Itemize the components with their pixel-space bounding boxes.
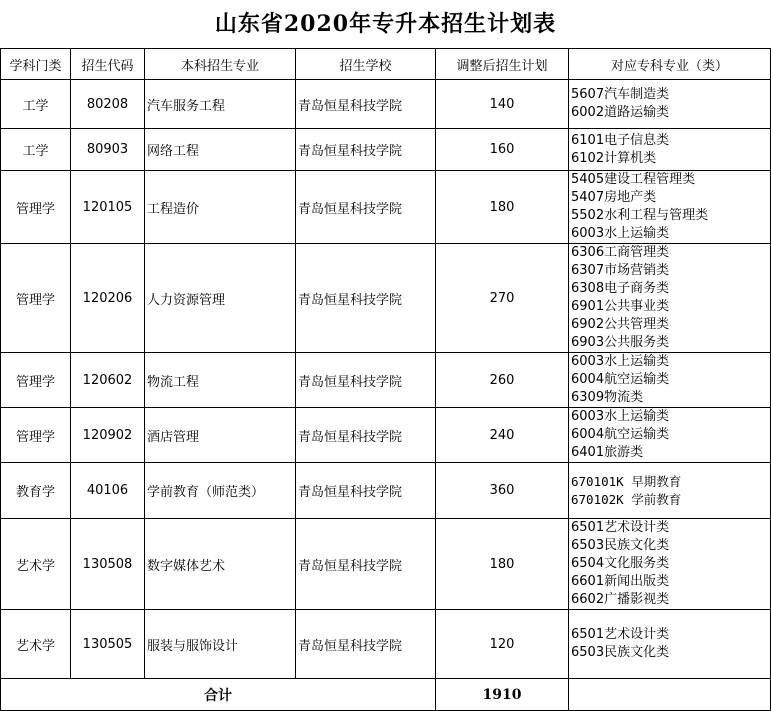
- school-cell: 青岛恒星科技学院: [296, 244, 436, 353]
- table-row: [1, 171, 771, 244]
- specialty-item: 5405建设工程管理类: [571, 172, 696, 187]
- school-cell: 青岛恒星科技学院: [296, 129, 436, 171]
- total-empty-cell: [569, 679, 771, 711]
- specialty-item: 6309物流类: [571, 390, 644, 405]
- header-plan: 调整后招生计划: [436, 49, 569, 80]
- code-cell: 120602: [71, 353, 145, 408]
- code-cell: 120206: [71, 244, 145, 353]
- specialty-item: 6902公共管理类: [571, 317, 670, 332]
- specialty-item: 5607汽车制造类: [571, 87, 670, 102]
- major-cell: 学前教育（师范类）: [145, 463, 296, 519]
- major-cell: 数字媒体艺术: [145, 519, 296, 610]
- plan-cell: 160: [436, 129, 569, 171]
- discipline-cell: 管理学: [1, 353, 71, 408]
- specialty-item: 6004航空运输类: [571, 427, 670, 442]
- specialty-item: 6003水上运输类: [571, 354, 670, 369]
- code-cell: 130505: [71, 610, 145, 679]
- specialty-item: 6004航空运输类: [571, 372, 670, 387]
- specialty-item: 6308电子商务类: [571, 281, 670, 296]
- header-code: 招生代码: [71, 49, 145, 80]
- specialty-item: 670102K 学前教育: [571, 491, 682, 507]
- specialty-item: 6401旅游类: [571, 445, 644, 460]
- school-cell: 青岛恒星科技学院: [296, 408, 436, 463]
- specialty-item: 6101电子信息类: [571, 132, 670, 148]
- table-header-row: [1, 49, 771, 80]
- discipline-cell: 工学: [1, 80, 71, 129]
- plan-cell: 180: [436, 519, 569, 610]
- specialty-item: 6102计算机类: [571, 150, 657, 166]
- discipline-cell: 教育学: [1, 463, 71, 519]
- specialty-item: 670101K 早期教育: [571, 473, 682, 489]
- specialty-item: 6003水上运输类: [571, 409, 670, 424]
- specialty-item: 6503民族文化类: [571, 538, 670, 553]
- specialty-cell: [569, 244, 771, 353]
- table-row: [1, 408, 771, 463]
- specialty-item: 6601新闻出版类: [571, 574, 670, 589]
- plan-cell: 120: [436, 610, 569, 679]
- specialty-cell: [569, 353, 771, 408]
- specialty-cell: [569, 171, 771, 244]
- specialty-item: 6503民族文化类: [571, 645, 670, 660]
- specialty-cell: [569, 80, 771, 129]
- discipline-cell: 艺术学: [1, 610, 71, 679]
- school-cell: 青岛恒星科技学院: [296, 463, 436, 519]
- major-cell: 工程造价: [145, 171, 296, 244]
- plan-cell: 260: [436, 353, 569, 408]
- school-cell: 青岛恒星科技学院: [296, 353, 436, 408]
- specialty-item: 6504文化服务类: [571, 556, 670, 571]
- specialty-item: 6501艺术设计类: [571, 627, 670, 642]
- specialty-item: 6501艺术设计类: [571, 520, 670, 535]
- specialty-cell: [569, 463, 771, 519]
- code-cell: 80208: [71, 80, 145, 129]
- plan-cell: 270: [436, 244, 569, 353]
- discipline-cell: 管理学: [1, 171, 71, 244]
- specialty-item: 6002道路运输类: [571, 105, 670, 120]
- total-label: 合计: [1, 679, 436, 711]
- header-school: 招生学校: [296, 49, 436, 80]
- specialty-cell: [569, 408, 771, 463]
- school-cell: 青岛恒星科技学院: [296, 519, 436, 610]
- school-cell: 青岛恒星科技学院: [296, 80, 436, 129]
- specialty-cell: [569, 129, 771, 171]
- plan-cell: 180: [436, 171, 569, 244]
- specialty-item: 6003水上运输类: [571, 226, 670, 241]
- table-row: [1, 610, 771, 679]
- total-value: 1910: [436, 679, 569, 711]
- discipline-cell: 工学: [1, 129, 71, 171]
- table-row: [1, 353, 771, 408]
- plan-cell: 360: [436, 463, 569, 519]
- major-cell: 汽车服务工程: [145, 80, 296, 129]
- header-discipline: 学科门类: [1, 49, 71, 80]
- table-row: [1, 129, 771, 171]
- code-cell: 80903: [71, 129, 145, 171]
- discipline-cell: 管理学: [1, 408, 71, 463]
- major-cell: 物流工程: [145, 353, 296, 408]
- header-major: 本科招生专业: [145, 49, 296, 80]
- specialty-item: 6307市场营销类: [571, 263, 670, 278]
- school-cell: 青岛恒星科技学院: [296, 171, 436, 244]
- specialty-item: 6306工商管理类: [571, 245, 670, 260]
- specialty-item: 5502水利工程与管理类: [571, 208, 709, 223]
- table-row: [1, 244, 771, 353]
- plan-cell: 140: [436, 80, 569, 129]
- code-cell: 40106: [71, 463, 145, 519]
- header-specialty: 对应专科专业（类）: [569, 49, 771, 80]
- code-cell: 120902: [71, 408, 145, 463]
- specialty-item: 5407房地产类: [571, 190, 657, 205]
- specialty-cell: [569, 610, 771, 679]
- major-cell: 服装与服饰设计: [145, 610, 296, 679]
- table-body: [1, 80, 771, 679]
- specialty-item: 6903公共服务类: [571, 335, 670, 350]
- discipline-cell: 管理学: [1, 244, 71, 353]
- discipline-cell: 艺术学: [1, 519, 71, 610]
- major-cell: 人力资源管理: [145, 244, 296, 353]
- specialty-item: 6602广播影视类: [571, 592, 670, 607]
- table-row: [1, 80, 771, 129]
- plan-cell: 240: [436, 408, 569, 463]
- enrollment-plan-table: [0, 48, 771, 711]
- specialty-cell: [569, 519, 771, 610]
- table-row: [1, 463, 771, 519]
- page-title: 山东省2020年专升本招生计划表: [214, 11, 557, 37]
- code-cell: 120105: [71, 171, 145, 244]
- table-row: [1, 519, 771, 610]
- major-cell: 酒店管理: [145, 408, 296, 463]
- school-cell: 青岛恒星科技学院: [296, 610, 436, 679]
- total-row: [1, 679, 771, 711]
- major-cell: 网络工程: [145, 129, 296, 171]
- specialty-item: 6901公共事业类: [571, 299, 670, 314]
- code-cell: 130508: [71, 519, 145, 610]
